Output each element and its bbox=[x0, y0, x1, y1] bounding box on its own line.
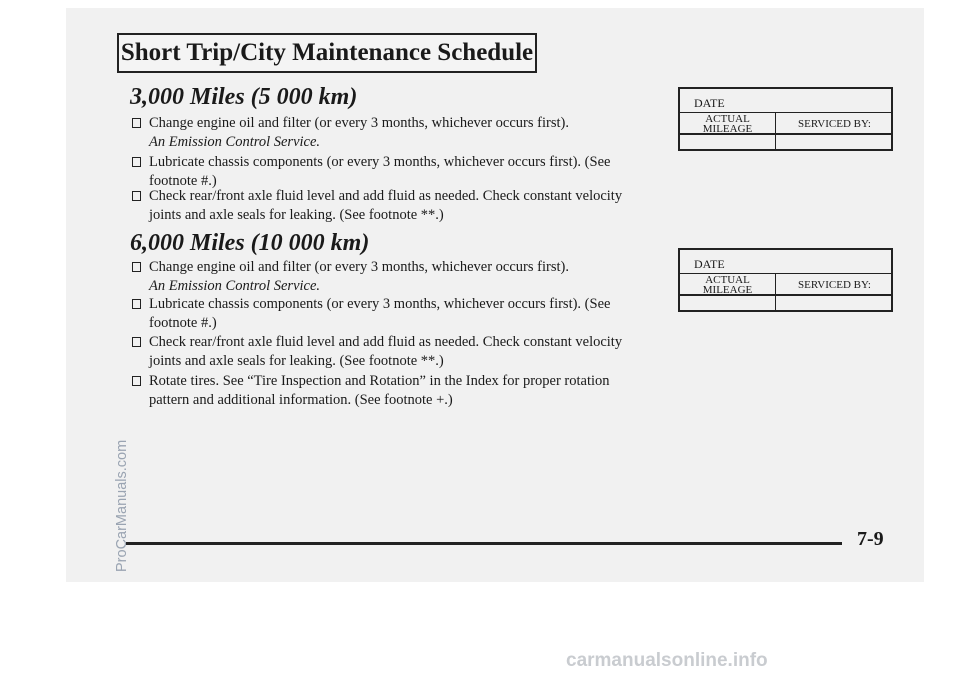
item-text: Change engine oil and filter (or every 3 months, whichever occurs first). bbox=[149, 259, 569, 275]
service-record-table bbox=[678, 87, 893, 151]
column-divider bbox=[775, 296, 776, 310]
item-text: Check rear/front axle fluid level and add fluid as needed. Check constant velocity joints and axle seals for leaking. (See footnote **.) bbox=[149, 188, 623, 223]
schedule-title-box bbox=[117, 33, 537, 73]
item-note: An Emission Control Service. bbox=[149, 134, 321, 150]
entry-row bbox=[680, 135, 891, 149]
serviced-by-label: SERVICED BY: bbox=[798, 279, 871, 291]
item-text: Lubricate chassis components (or every 3 months, whichever occurs first). (See footnote #.) bbox=[149, 154, 611, 189]
checkbox-icon[interactable] bbox=[132, 262, 141, 272]
serviced-by-label: SERVICED BY: bbox=[798, 118, 871, 130]
section-heading-3000: 3,000 Miles (5 000 km) bbox=[130, 84, 358, 110]
label-row bbox=[680, 274, 891, 296]
checkbox-icon[interactable] bbox=[132, 191, 141, 201]
checkbox-icon[interactable] bbox=[132, 118, 141, 128]
item-text: Lubricate chassis components (or every 3 months, whichever occurs first). (See footnote #.) bbox=[149, 296, 611, 331]
item-text: Rotate tires. See “Tire Inspection and Rotation” in the Index for proper rotation pattern and additional information. (See footnote +.) bbox=[149, 373, 610, 408]
item-note: An Emission Control Service. bbox=[149, 278, 321, 294]
service-record-table bbox=[678, 248, 893, 312]
column-divider bbox=[775, 135, 776, 149]
item-text: Change engine oil and filter (or every 3 months, whichever occurs first). bbox=[149, 115, 569, 131]
entry-row bbox=[680, 296, 891, 310]
date-label: DATE bbox=[680, 250, 891, 274]
checkbox-icon[interactable] bbox=[132, 376, 141, 386]
page-number: 7-9 bbox=[857, 528, 884, 550]
item-text: Check rear/front axle fluid level and add fluid as needed. Check constant velocity joints and axle seals for leaking. (See footnote **.) bbox=[149, 334, 623, 369]
checklist-item bbox=[132, 153, 652, 191]
checklist-item bbox=[132, 372, 652, 410]
checkbox-icon[interactable] bbox=[132, 337, 141, 347]
footer-rule bbox=[126, 542, 842, 545]
checklist-item bbox=[132, 258, 652, 296]
side-watermark: ProCarManuals.com bbox=[114, 439, 130, 572]
schedule-title: Short Trip/City Maintenance Schedule bbox=[120, 39, 534, 66]
label-row bbox=[680, 113, 891, 135]
checkbox-icon[interactable] bbox=[132, 299, 141, 309]
checklist-item bbox=[132, 114, 652, 152]
checklist-item bbox=[132, 333, 652, 371]
checklist-item bbox=[132, 295, 652, 333]
date-label: DATE bbox=[680, 89, 891, 113]
section-heading-6000: 6,000 Miles (10 000 km) bbox=[130, 230, 370, 256]
actual-mileage-label: ACTUAL MILEAGE bbox=[702, 113, 753, 135]
checklist-item bbox=[132, 187, 652, 225]
actual-mileage-label: ACTUAL MILEAGE bbox=[702, 274, 753, 296]
checkbox-icon[interactable] bbox=[132, 157, 141, 167]
site-watermark: carmanualsonline.info bbox=[566, 650, 768, 671]
